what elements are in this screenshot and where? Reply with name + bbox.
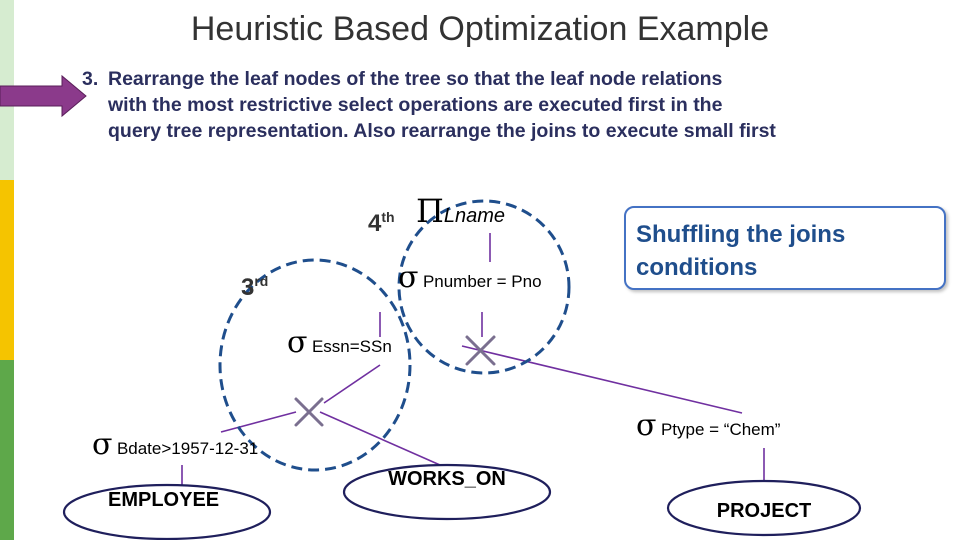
project-symbol: Π	[416, 192, 444, 230]
edge-join-bottom-to-works-on	[320, 412, 440, 465]
select-node-top	[398, 260, 542, 295]
order-4-number: 4	[368, 210, 382, 237]
leaf-project-label: PROJECT	[716, 500, 812, 522]
leaf-works-on-label: WORKS_ON	[388, 468, 506, 490]
point-number: 3.	[82, 68, 99, 90]
select-node-mid	[287, 325, 392, 360]
sigma-icon: σ	[636, 408, 657, 443]
sigma-icon: σ	[92, 427, 113, 462]
project-attr: Lname	[443, 205, 506, 227]
leaf-employee-label: EMPLOYEE	[108, 489, 220, 511]
numbered-point	[82, 68, 942, 142]
select-mid-condition: Essn=SSn	[311, 337, 392, 356]
point-line-3: query tree representation. Also rearrange the joins to execute small first	[108, 120, 776, 142]
order-label-3rd	[241, 273, 268, 302]
sigma-icon: σ	[287, 325, 308, 360]
select-node-employee	[92, 427, 258, 462]
select-top-condition: Pnumber = Pno	[422, 272, 542, 291]
order-label-4th	[368, 209, 395, 238]
edge-join-top-to-select-proj	[462, 346, 742, 413]
select-node-project	[636, 408, 780, 443]
sigma-icon: σ	[398, 260, 419, 295]
project-node	[416, 192, 505, 230]
order-4-suffix: th	[381, 209, 395, 225]
point-line-2: with the most restrictive select operations are executed first in the	[108, 94, 723, 116]
pointer-arrow-icon	[0, 76, 86, 116]
edge-select-mid-to-join-bottom	[324, 365, 380, 403]
order-3-number: 3	[241, 274, 255, 301]
point-line-1: Rearrange the leaf nodes of the tree so that the leaf node relations	[108, 68, 723, 90]
select-emp-condition: Bdate>1957-12-31	[116, 439, 259, 458]
select-proj-condition: Ptype = “Chem”	[660, 420, 781, 439]
callout-box: Shuffling the joins conditions	[624, 206, 946, 290]
order-3-suffix: rd	[254, 273, 269, 289]
slide-title: Heuristic Based Optimization Example	[190, 10, 770, 48]
